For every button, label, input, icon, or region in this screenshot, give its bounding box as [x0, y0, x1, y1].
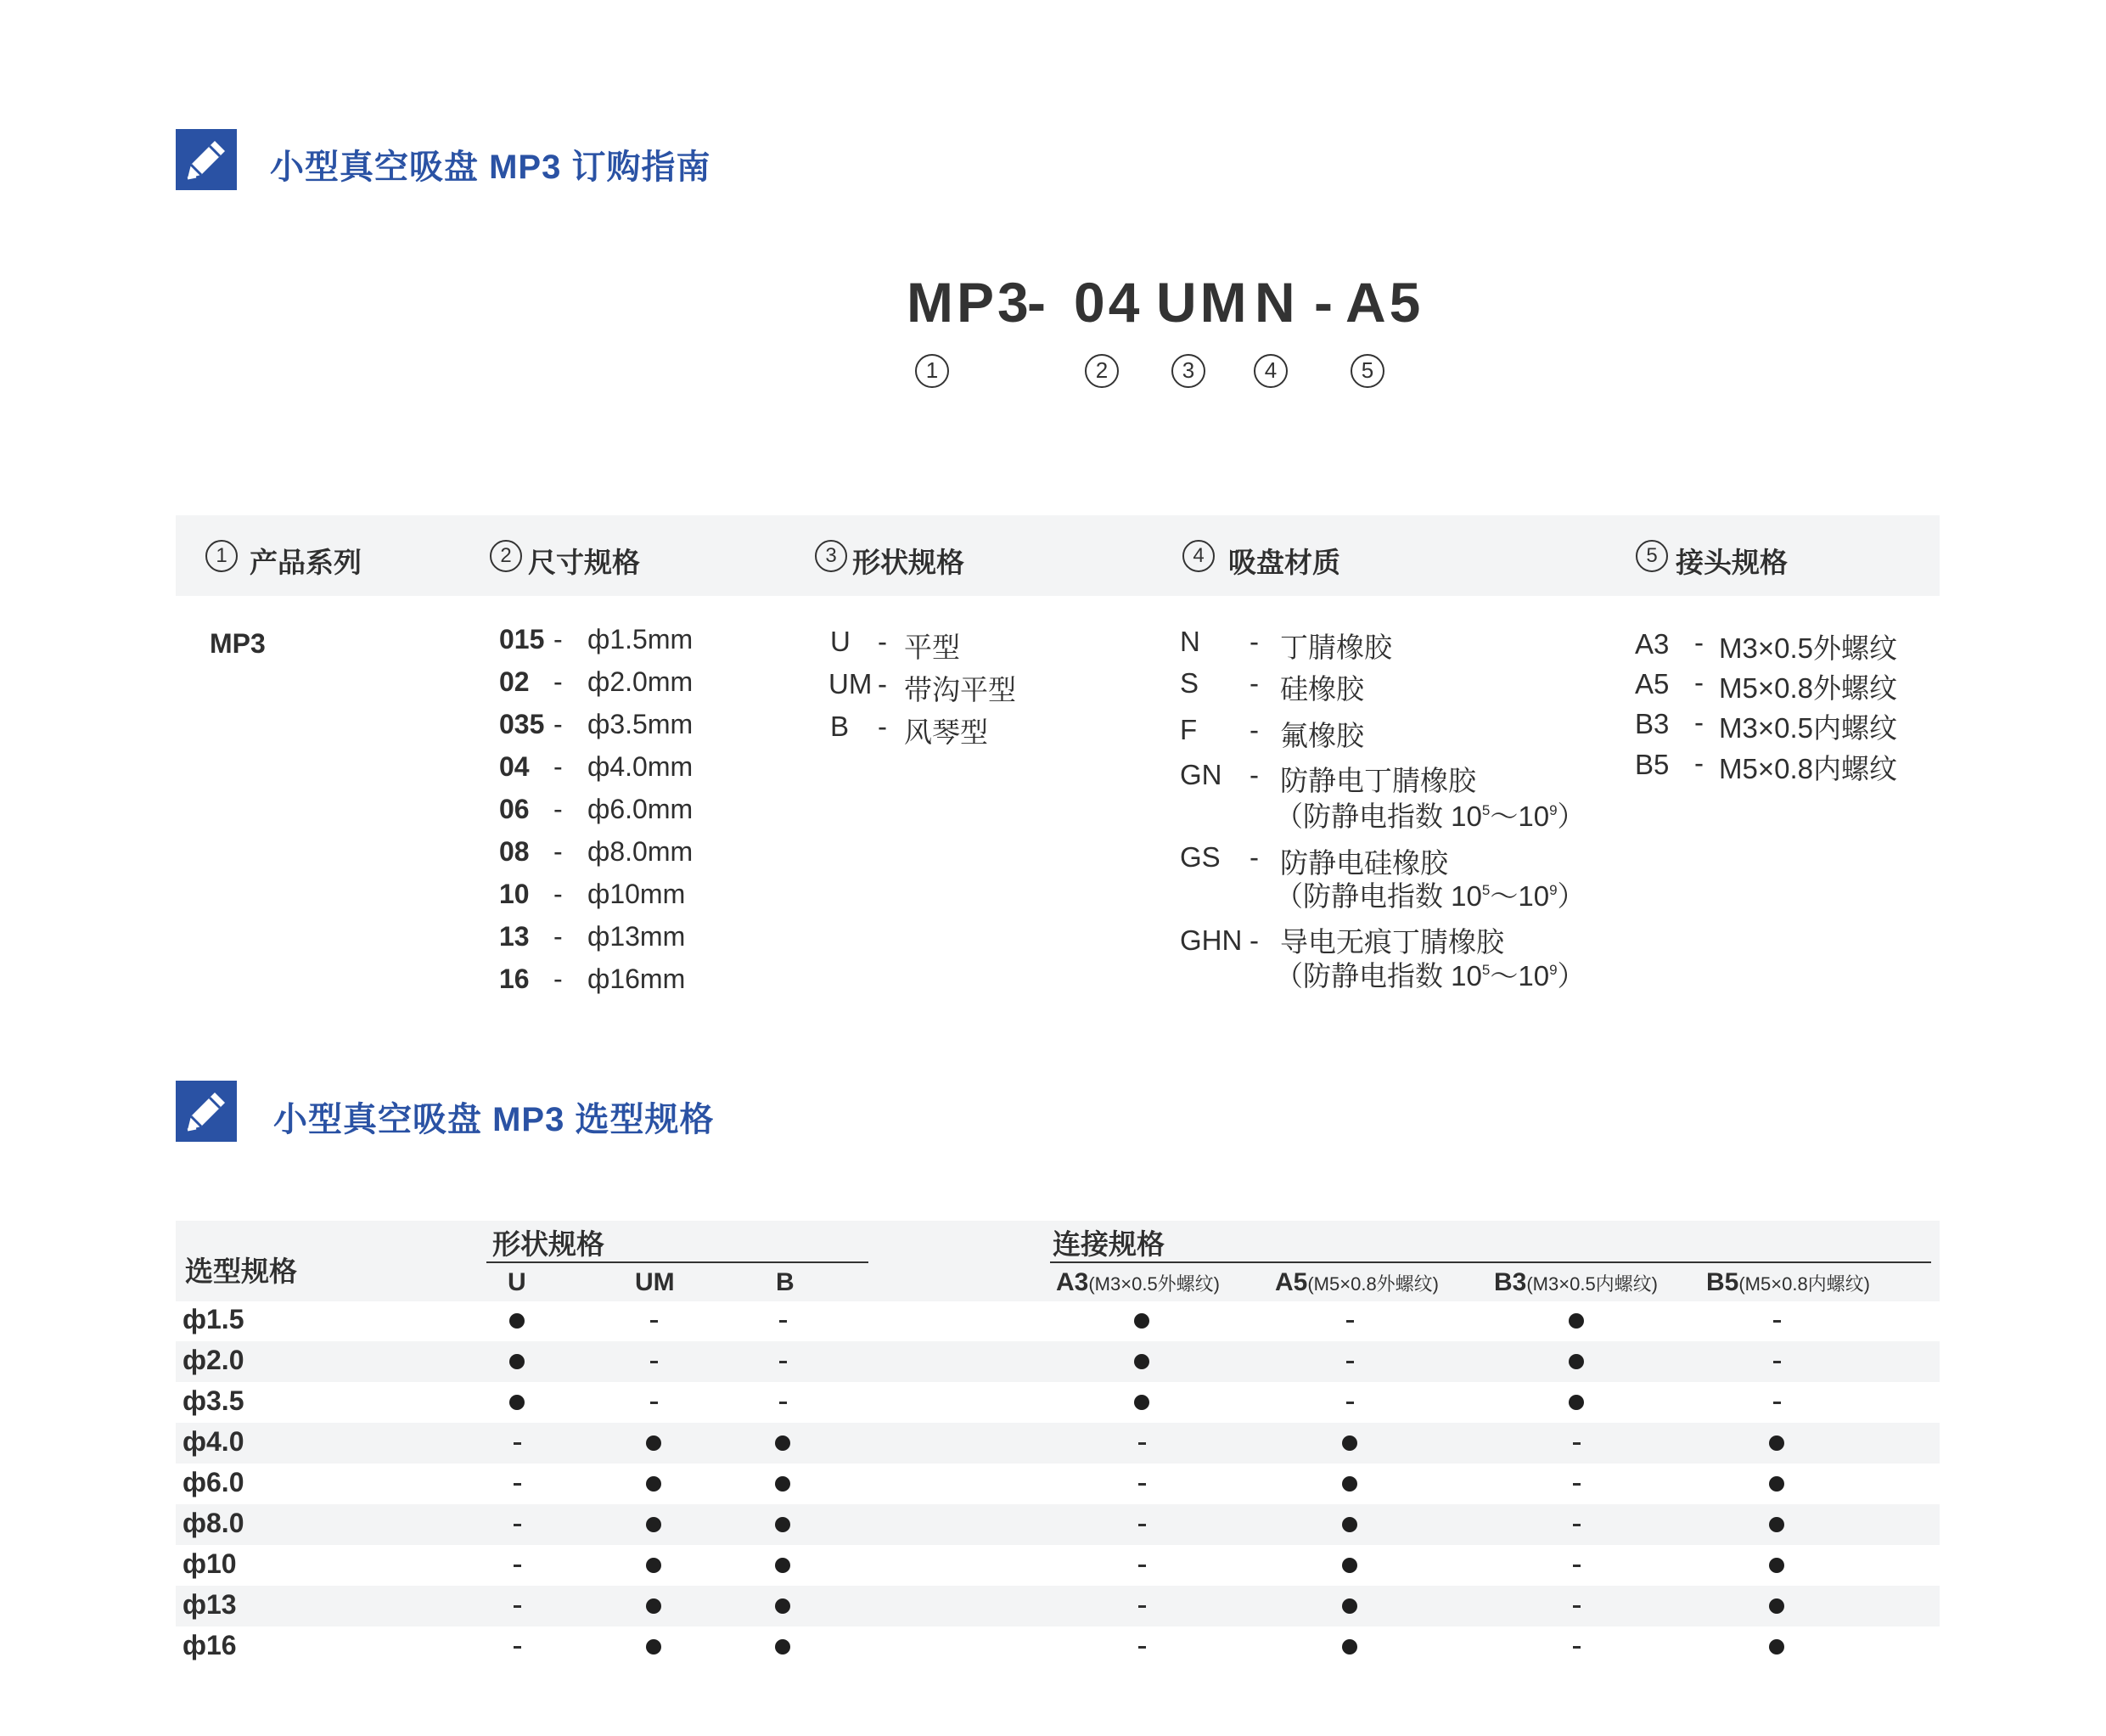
marker-2: 2	[1085, 354, 1119, 388]
unavailable-mark	[1346, 1361, 1354, 1363]
pencil-icon	[176, 129, 237, 190]
row-size-label: ф10	[183, 1548, 237, 1579]
unavailable-mark	[1573, 1442, 1581, 1445]
available-mark	[775, 1517, 790, 1532]
unavailable-mark	[514, 1442, 521, 1445]
row-band	[176, 1423, 1940, 1464]
code-dash: -	[1314, 271, 1336, 334]
marker-5: 5	[1351, 354, 1384, 388]
header-marker-4: 4	[1182, 540, 1215, 572]
available-mark	[1342, 1639, 1357, 1655]
material-dash: -	[1250, 841, 1259, 873]
material-value: 丁腈橡胶	[1280, 632, 1392, 663]
size-value: ф3.5mm	[587, 709, 694, 739]
shape-dash: -	[878, 668, 887, 699]
shape-dash: -	[878, 711, 887, 742]
unavailable-mark	[1773, 1402, 1781, 1404]
header-marker-1: 1	[205, 540, 238, 572]
header-series: 产品系列	[250, 547, 362, 578]
available-mark	[1342, 1435, 1357, 1451]
size-code: 16	[499, 964, 530, 994]
material-value: 硅橡胶	[1280, 673, 1364, 705]
unavailable-mark	[1138, 1605, 1146, 1608]
size-code: 015	[499, 624, 545, 655]
code-series: MP3	[907, 271, 1032, 334]
row-header-label: 选型规格	[185, 1256, 297, 1287]
material-dash: -	[1250, 759, 1259, 790]
material-value: 防静电丁腈橡胶	[1280, 765, 1476, 796]
header-shape: 形状规格	[852, 547, 964, 578]
unavailable-mark	[1573, 1483, 1581, 1486]
size-code: 04	[499, 751, 530, 782]
series-value: MP3	[210, 628, 266, 659]
unavailable-mark	[1138, 1646, 1146, 1649]
available-mark	[775, 1639, 790, 1655]
col-a3: A3(M3×0.5外螺纹)	[1056, 1268, 1221, 1296]
unavailable-mark	[1138, 1442, 1146, 1445]
row-size-label: ф4.0	[183, 1426, 244, 1457]
row-size-label: ф1.5	[183, 1304, 244, 1334]
marker-1: 1	[915, 354, 949, 388]
available-mark	[775, 1435, 790, 1451]
available-mark	[646, 1558, 661, 1573]
size-code: 13	[499, 921, 530, 952]
unavailable-mark	[650, 1320, 658, 1323]
connector-value: M3×0.5外螺纹	[1719, 632, 1897, 664]
row-size-label: ф3.5	[183, 1385, 244, 1416]
unavailable-mark	[514, 1646, 521, 1649]
unavailable-mark	[1138, 1524, 1146, 1526]
unavailable-mark	[1346, 1320, 1354, 1323]
shape-value: 平型	[904, 632, 960, 663]
connector-dash: -	[1694, 747, 1704, 778]
size-code: 08	[499, 836, 530, 867]
shape-value: 风琴型	[904, 716, 988, 748]
code-shape: UM	[1156, 271, 1250, 334]
material-dash: -	[1250, 626, 1259, 657]
col-b3: B3(M3×0.5内螺纹)	[1494, 1268, 1659, 1296]
header-size: 尺寸规格	[528, 547, 640, 578]
material-code: N	[1180, 626, 1200, 657]
col-um: UM	[635, 1268, 675, 1296]
marker-3: 3	[1171, 354, 1205, 388]
size-dash: -	[553, 624, 563, 655]
marker-4: 4	[1254, 354, 1288, 388]
connector-dash: -	[1694, 626, 1704, 658]
unavailable-mark	[1138, 1483, 1146, 1486]
material-value: 防静电硅橡胶	[1280, 847, 1448, 879]
available-mark	[1342, 1517, 1357, 1532]
available-mark	[1769, 1435, 1784, 1451]
available-mark	[1769, 1558, 1784, 1573]
available-mark	[1342, 1598, 1357, 1614]
unavailable-mark	[650, 1402, 658, 1404]
available-mark	[1342, 1476, 1357, 1492]
available-mark	[1769, 1517, 1784, 1532]
material-dash: -	[1250, 667, 1259, 699]
size-code: 02	[499, 666, 530, 697]
unavailable-mark	[650, 1361, 658, 1363]
available-mark	[1769, 1639, 1784, 1655]
material-value: 导电无痕丁腈橡胶	[1280, 926, 1504, 958]
unavailable-mark	[1138, 1565, 1146, 1567]
available-mark	[1134, 1313, 1149, 1329]
available-mark	[1569, 1313, 1584, 1329]
row-size-label: ф2.0	[183, 1345, 244, 1375]
available-mark	[509, 1354, 525, 1369]
antistatic-note: （防静电指数 $10^5\sim 10^9$）	[1275, 880, 1586, 912]
section-title-order-guide: 小型真空吸盘 MP3 订购指南	[270, 149, 711, 186]
size-dash: -	[553, 964, 563, 994]
unavailable-mark	[514, 1605, 521, 1608]
size-code: 06	[499, 794, 530, 824]
available-mark	[646, 1639, 661, 1655]
material-code: S	[1180, 667, 1199, 699]
row-size-label: ф16	[183, 1630, 237, 1660]
col-b: B	[776, 1268, 795, 1296]
group-underline	[486, 1261, 868, 1263]
row-band	[176, 1504, 1940, 1545]
col-a5: A5(M5×0.8外螺纹)	[1275, 1268, 1440, 1296]
shape-code: U	[830, 626, 851, 657]
pencil-icon	[176, 1081, 237, 1142]
unavailable-mark	[779, 1320, 787, 1323]
size-dash: -	[553, 666, 563, 697]
available-mark	[646, 1517, 661, 1532]
available-mark	[1134, 1395, 1149, 1410]
available-mark	[646, 1598, 661, 1614]
material-code: GN	[1180, 759, 1222, 790]
available-mark	[775, 1598, 790, 1614]
available-mark	[1769, 1598, 1784, 1614]
shape-code: B	[830, 711, 850, 742]
row-size-label: ф8.0	[183, 1508, 244, 1538]
unavailable-mark	[1573, 1605, 1581, 1608]
available-mark	[646, 1476, 661, 1492]
size-value: ф1.5mm	[587, 624, 694, 655]
unavailable-mark	[1573, 1646, 1581, 1649]
unavailable-mark	[779, 1402, 787, 1404]
col-b5: B5(M5×0.8内螺纹)	[1706, 1268, 1871, 1296]
row-size-label: ф13	[183, 1589, 237, 1620]
size-value: ф10mm	[587, 879, 686, 909]
size-dash: -	[553, 921, 563, 952]
unavailable-mark	[1573, 1565, 1581, 1567]
code-size: 04	[1074, 271, 1143, 334]
code-dash: -	[1027, 271, 1049, 334]
section-title-selection: 小型真空吸盘 MP3 选型规格	[273, 1101, 715, 1138]
material-code: F	[1180, 714, 1198, 745]
unavailable-mark	[514, 1524, 521, 1526]
unavailable-mark	[1573, 1524, 1581, 1526]
code-connector: A5	[1345, 271, 1424, 334]
group-underline	[1050, 1261, 1931, 1263]
connector-dash: -	[1694, 666, 1704, 698]
unavailable-mark	[1346, 1402, 1354, 1404]
size-value: ф13mm	[587, 921, 686, 952]
connect-group-label: 连接规格	[1053, 1228, 1165, 1260]
material-value: 氟橡胶	[1280, 720, 1364, 751]
size-value: ф4.0mm	[587, 751, 694, 782]
available-mark	[1134, 1354, 1149, 1369]
unavailable-mark	[514, 1565, 521, 1567]
size-code: 10	[499, 879, 530, 909]
size-value: ф2.0mm	[587, 666, 694, 697]
antistatic-note: （防静电指数 $10^5\sim 10^9$）	[1275, 801, 1586, 832]
connector-code: A3	[1635, 628, 1670, 660]
connector-code: B3	[1635, 708, 1670, 739]
connector-dash: -	[1694, 706, 1704, 738]
header-marker-5: 5	[1636, 540, 1668, 572]
size-value: ф8.0mm	[587, 836, 694, 867]
connector-code: B5	[1635, 749, 1670, 780]
available-mark	[509, 1313, 525, 1329]
unavailable-mark	[514, 1483, 521, 1486]
size-dash: -	[553, 836, 563, 867]
available-mark	[1342, 1558, 1357, 1573]
shape-code: UM	[828, 668, 873, 699]
size-dash: -	[553, 709, 563, 739]
available-mark	[1569, 1354, 1584, 1369]
size-dash: -	[553, 794, 563, 824]
available-mark	[509, 1395, 525, 1410]
available-mark	[775, 1558, 790, 1573]
antistatic-note: （防静电指数 $10^5\sim 10^9$）	[1275, 960, 1586, 992]
shape-value: 带沟平型	[904, 674, 1016, 705]
material-code: GHN	[1180, 924, 1243, 956]
size-code: 035	[499, 709, 545, 739]
row-size-label: ф6.0	[183, 1467, 244, 1497]
available-mark	[1569, 1395, 1584, 1410]
shape-dash: -	[878, 626, 887, 657]
row-band	[176, 1341, 1940, 1382]
header-material: 吸盘材质	[1228, 547, 1340, 578]
available-mark	[775, 1476, 790, 1492]
unavailable-mark	[1773, 1320, 1781, 1323]
shape-group-label: 形状规格	[492, 1228, 604, 1260]
available-mark	[1769, 1476, 1784, 1492]
row-band	[176, 1586, 1940, 1626]
code-material: N	[1255, 271, 1299, 334]
available-mark	[646, 1435, 661, 1451]
connector-value: M5×0.8外螺纹	[1719, 672, 1897, 704]
size-dash: -	[553, 879, 563, 909]
material-dash: -	[1250, 924, 1259, 956]
header-marker-2: 2	[490, 540, 522, 572]
size-dash: -	[553, 751, 563, 782]
connector-value: M5×0.8内螺纹	[1719, 753, 1897, 784]
size-value: ф6.0mm	[587, 794, 694, 824]
col-u: U	[508, 1268, 526, 1296]
material-dash: -	[1250, 714, 1259, 745]
header-connector: 接头规格	[1676, 547, 1788, 578]
connector-value: M3×0.5内螺纹	[1719, 712, 1897, 744]
header-marker-3: 3	[815, 540, 847, 572]
unavailable-mark	[1773, 1361, 1781, 1363]
connector-code: A5	[1635, 668, 1670, 699]
unavailable-mark	[779, 1361, 787, 1363]
size-value: ф16mm	[587, 964, 686, 994]
material-code: GS	[1180, 841, 1221, 873]
